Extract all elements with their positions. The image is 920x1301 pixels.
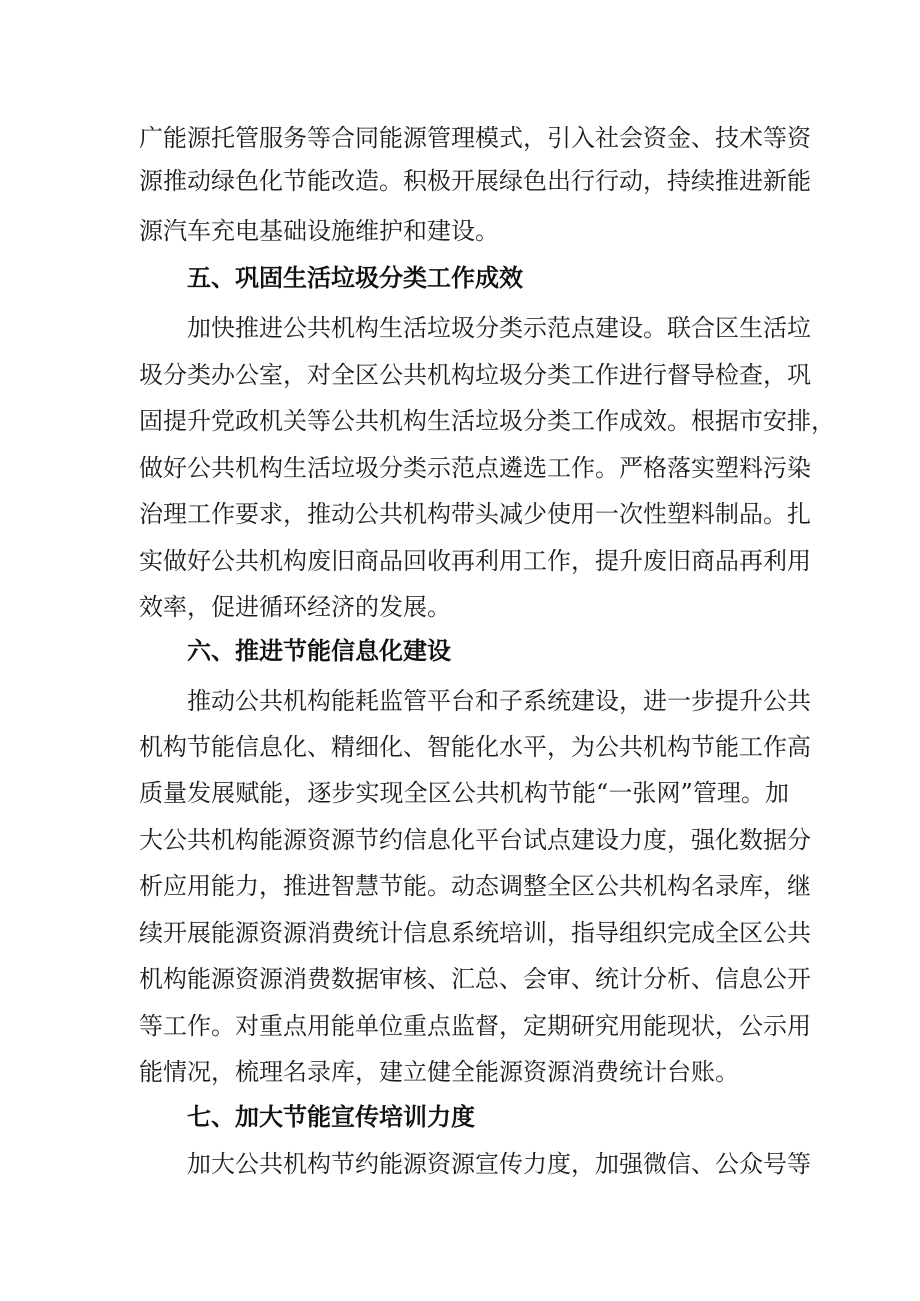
paragraph-line: 源推动绿色化节能改造。积极开展绿色出行行动，持续推进新能	[139, 167, 811, 195]
paragraph-line: 实做好公共机构废旧商品回收再利用工作，提升废旧商品再利用	[139, 547, 811, 575]
paragraph-line: 做好公共机构生活垃圾分类示范点遴选工作。严格落实塑料污染	[139, 454, 811, 482]
paragraph-line: 推动公共机构能耗监管平台和子系统建设，进一步提升公共	[187, 687, 811, 715]
paragraph-line: 加大公共机构节约能源资源宣传力度，加强微信、公众号等	[187, 1150, 811, 1178]
paragraph-line: 等工作。对重点用能单位重点监督，定期研究用能现状，公示用	[139, 1012, 811, 1040]
paragraph-line: 圾分类办公室，对全区公共机构垃圾分类工作进行督导检查，巩	[139, 361, 811, 389]
paragraph-line: 加快推进公共机构生活垃圾分类示范点建设。联合区生活垃	[187, 314, 811, 342]
paragraph-line: 析应用能力，推进智慧节能。动态调整全区公共机构名录库，继	[139, 872, 811, 900]
paragraph-line: 治理工作要求，推动公共机构带头减少使用一次性塑料制品。扎	[139, 500, 811, 528]
paragraph-line: 续开展能源资源消费统计信息系统培训，指导组织完成全区公共	[139, 919, 811, 947]
paragraph-line: 源汽车充电基础设施维护和建设。	[139, 217, 499, 245]
paragraph-line: 机构能源资源消费数据审核、汇总、会审、统计分析、信息公开	[139, 965, 811, 993]
paragraph-line: 机构节能信息化、精细化、智能化水平，为公共机构节能工作高	[139, 733, 811, 761]
paragraph-line: 广能源托管服务等合同能源管理模式，引入社会资金、技术等资	[139, 124, 811, 152]
section-heading-7: 七、加大节能宣传培训力度	[187, 1103, 475, 1131]
section-heading-6: 六、推进节能信息化建设	[187, 637, 451, 665]
paragraph-line: 固提升党政机关等公共机构生活垃圾分类工作成效。根据市安排，	[139, 407, 835, 435]
paragraph-line: 能情况，梳理名录库，建立健全能源资源消费统计台账。	[139, 1058, 739, 1086]
paragraph-line: 质量发展赋能，逐步实现全区公共机构节能“一张网”管理。加	[139, 779, 789, 807]
section-heading-5: 五、巩固生活垃圾分类工作成效	[187, 264, 523, 292]
paragraph-line: 大公共机构能源资源节约信息化平台试点建设力度，强化数据分	[139, 826, 811, 854]
paragraph-line: 效率，促进循环经济的发展。	[139, 593, 451, 621]
